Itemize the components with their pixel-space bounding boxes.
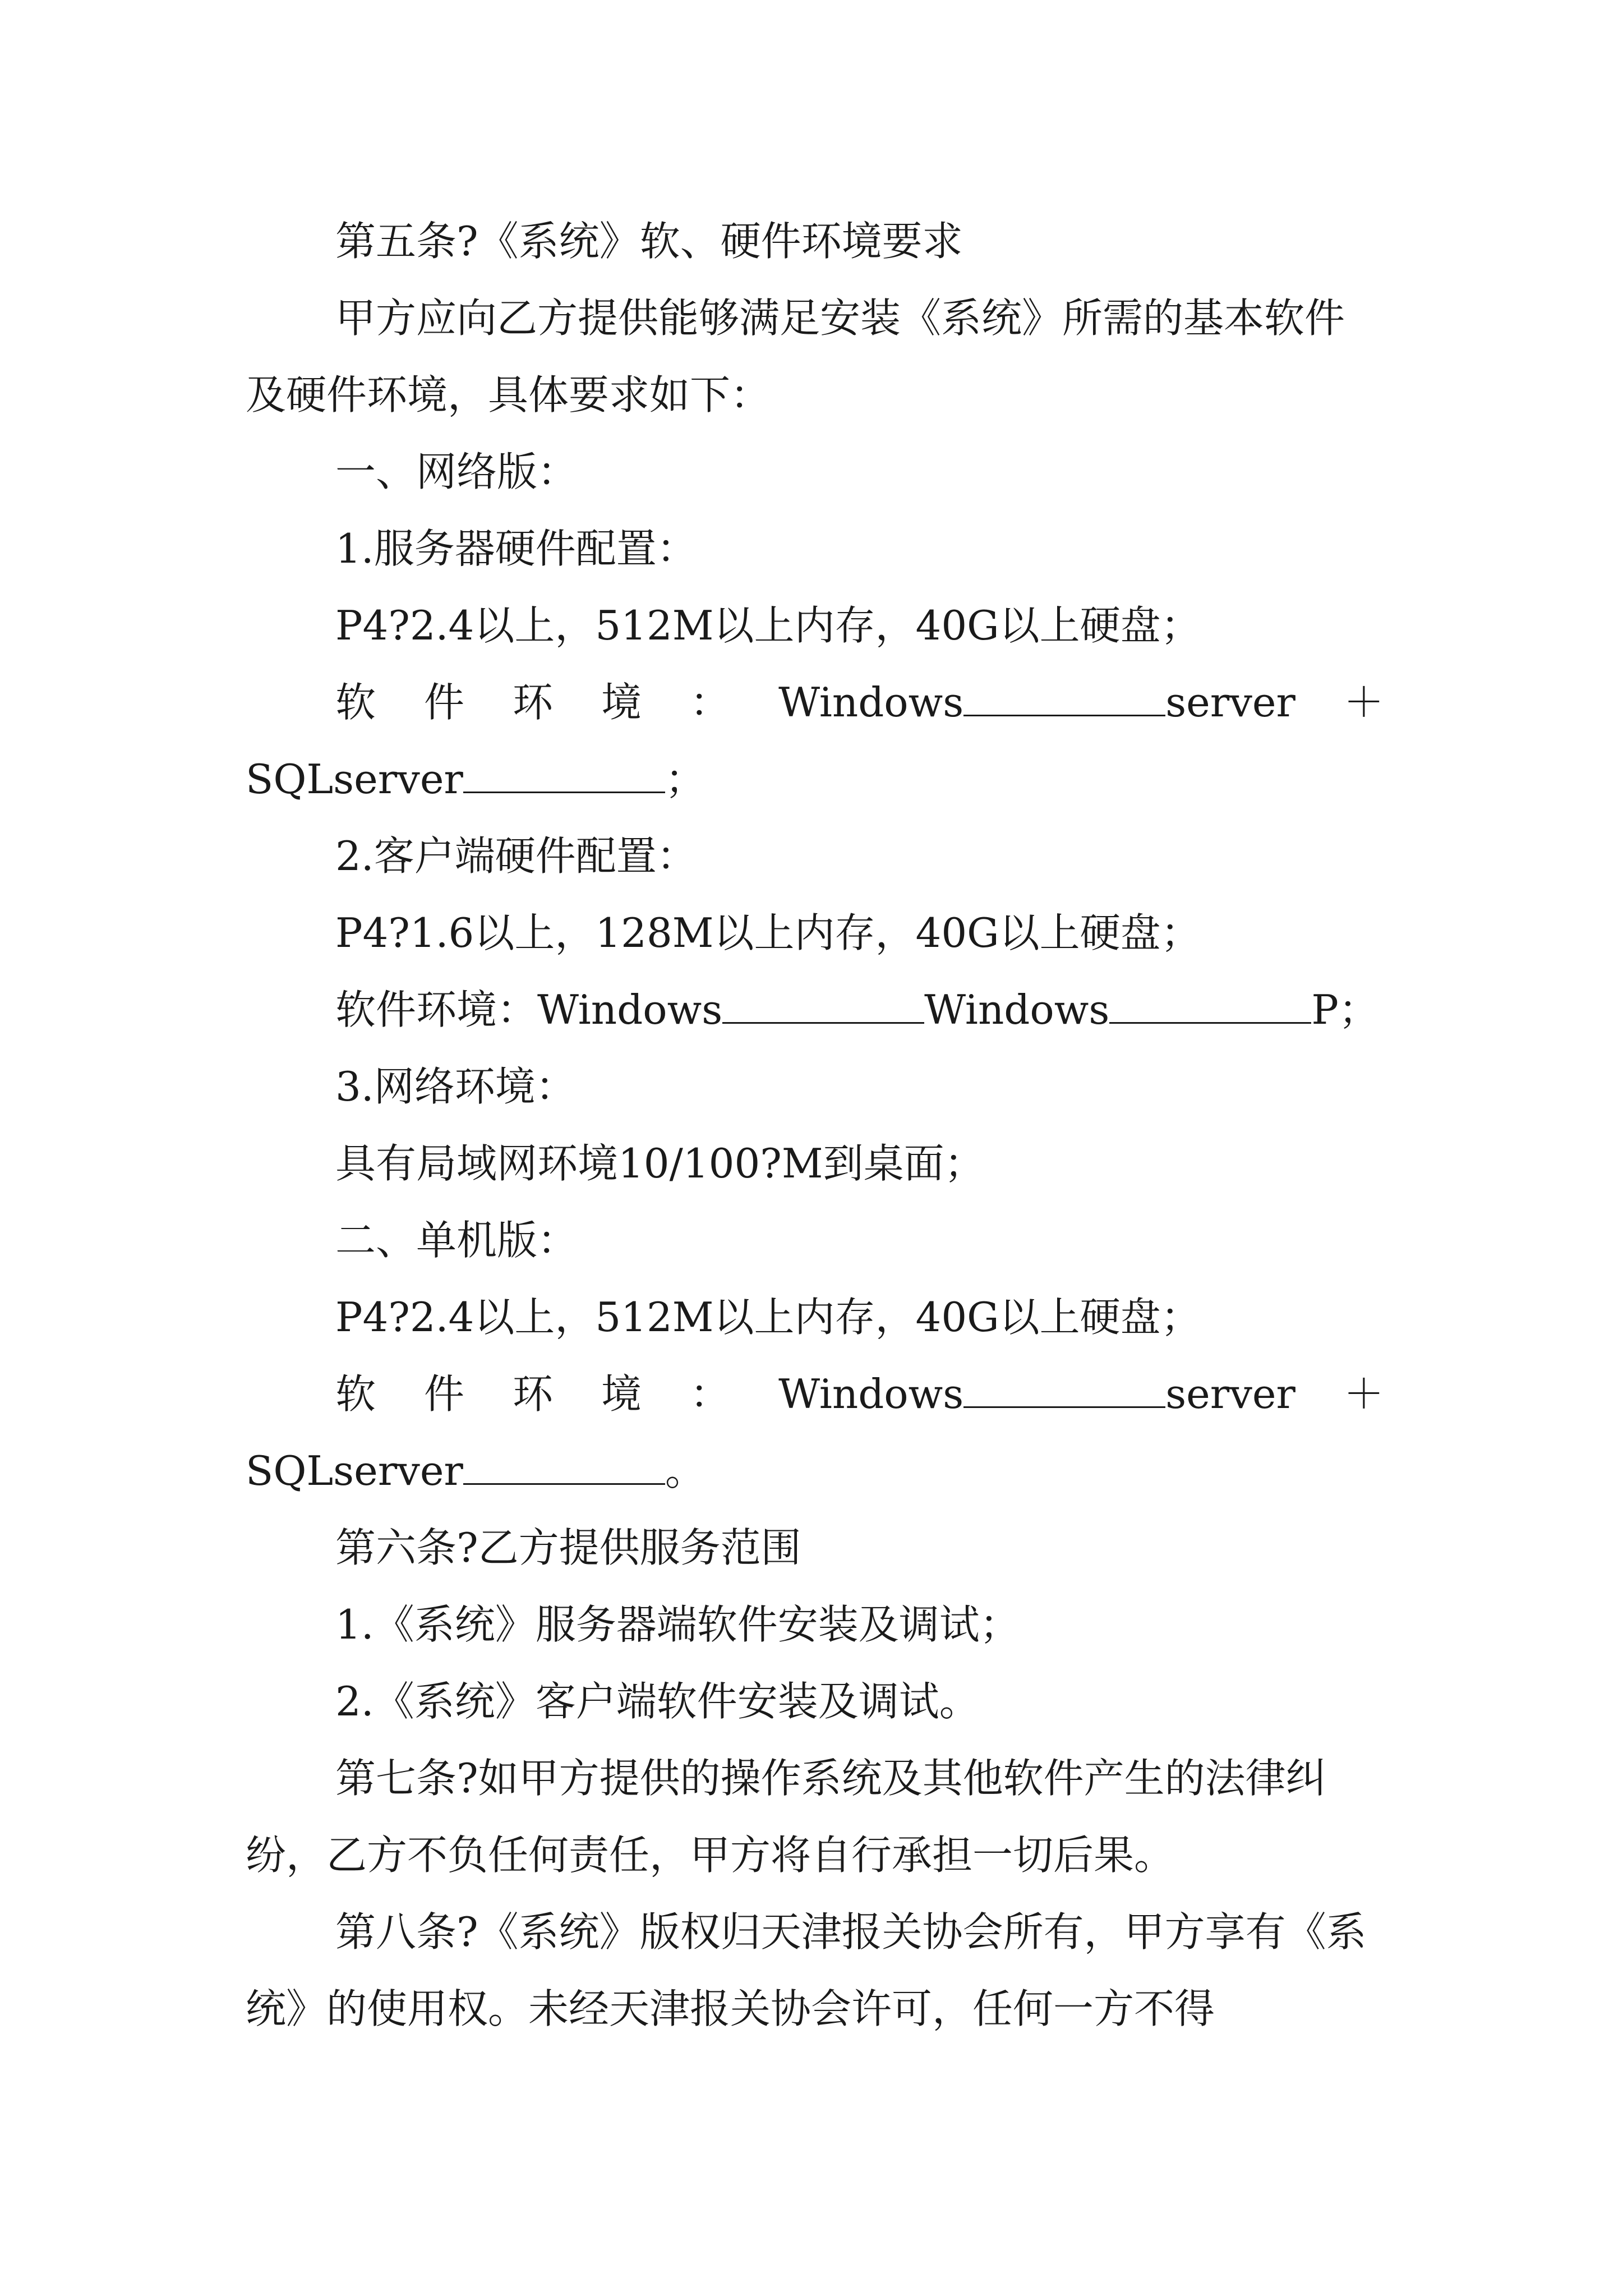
document-body <box>246 203 1384 2047</box>
windows-server-field <box>778 1356 1295 1433</box>
service-item-2: 2.《系统》客户端软件安装及调试。 <box>335 1678 980 1725</box>
plus-sign: ＋ <box>1343 679 1384 726</box>
windows-text: Windows <box>924 986 1110 1033</box>
client-software-label: 软件环境： <box>335 986 538 1033</box>
blank-line <box>1109 988 1311 1024</box>
article-6-heading: 第六条?乙方提供服务范围 <box>335 1524 801 1571</box>
windows-text: Windows <box>537 986 723 1033</box>
software-char: 软 <box>335 1370 376 1418</box>
line-end: ； <box>665 756 706 803</box>
software-char: 软 <box>335 679 376 726</box>
windows-text: Windows <box>778 679 964 726</box>
client-software-line <box>246 972 1384 1048</box>
software-char: 件 <box>424 679 465 726</box>
article-7-text: 第七条?如甲方提供的操作系统及其他软件产生的法律纠纷，乙方不负任何责任，甲方将自行承担一切后果。 <box>246 1755 1326 1879</box>
sqlserver-text: SQLserver <box>246 1447 463 1494</box>
network-env-heading: 3.网络环境： <box>335 1063 576 1110</box>
network-env-spec: 具有局域网环境10/100?M到桌面； <box>335 1140 985 1187</box>
software-colon: ： <box>690 1370 731 1418</box>
software-char: 件 <box>424 1370 465 1418</box>
blank-line <box>463 1450 665 1485</box>
blank-line <box>963 1373 1165 1408</box>
service-item-1: 1.《系统》服务器端软件安装及调试； <box>335 1601 1020 1648</box>
article-5-heading: 第五条?《系统》软、硬件环境要求 <box>335 218 963 265</box>
server-text: server <box>1165 1370 1295 1418</box>
server-software-row <box>246 664 1384 741</box>
line-end: 。 <box>665 1447 706 1494</box>
standalone-version-heading: 二、单机版： <box>335 1217 578 1264</box>
sqlserver-row <box>246 1433 1384 1510</box>
client-hardware-spec: P4?1.6以上，128M以上内存，40G以上硬盘； <box>335 909 1201 956</box>
software-char: 环 <box>513 679 554 726</box>
software-char: 境 <box>601 1370 642 1418</box>
server-software-line <box>246 664 1384 818</box>
standalone-software-row <box>246 1356 1384 1433</box>
software-char: 环 <box>513 1370 554 1418</box>
standalone-hardware-spec: P4?2.4以上，512M以上内存，40G以上硬盘； <box>335 1294 1201 1341</box>
line-end: P； <box>1311 986 1379 1033</box>
plus-sign: ＋ <box>1343 1370 1384 1418</box>
software-colon: ： <box>690 679 731 726</box>
software-char: 境 <box>601 679 642 726</box>
blank-line <box>963 681 1165 716</box>
blank-line <box>722 988 924 1024</box>
server-text: server <box>1165 679 1295 726</box>
blank-line <box>463 758 665 793</box>
client-hardware-heading: 2.客户端硬件配置： <box>335 832 697 880</box>
server-hardware-heading: 1.服务器硬件配置： <box>335 525 697 572</box>
article-8-text: 第八条?《系统》版权归天津报关协会所有，甲方享有《系统》的使用权。未经天津报关协会许可，任何一方不得 <box>246 1908 1367 2032</box>
windows-text: Windows <box>778 1370 964 1418</box>
server-hardware-spec: P4?2.4以上，512M以上内存，40G以上硬盘； <box>335 602 1201 649</box>
sqlserver-row <box>246 741 1384 818</box>
standalone-software-line <box>246 1356 1384 1510</box>
article-5-intro: 甲方应向乙方提供能够满足安装《系统》所需的基本软件及硬件环境，具体要求如下： <box>246 295 1345 418</box>
sqlserver-text: SQLserver <box>246 756 463 803</box>
windows-server-field <box>778 664 1295 741</box>
network-version-heading: 一、网络版： <box>335 448 578 495</box>
